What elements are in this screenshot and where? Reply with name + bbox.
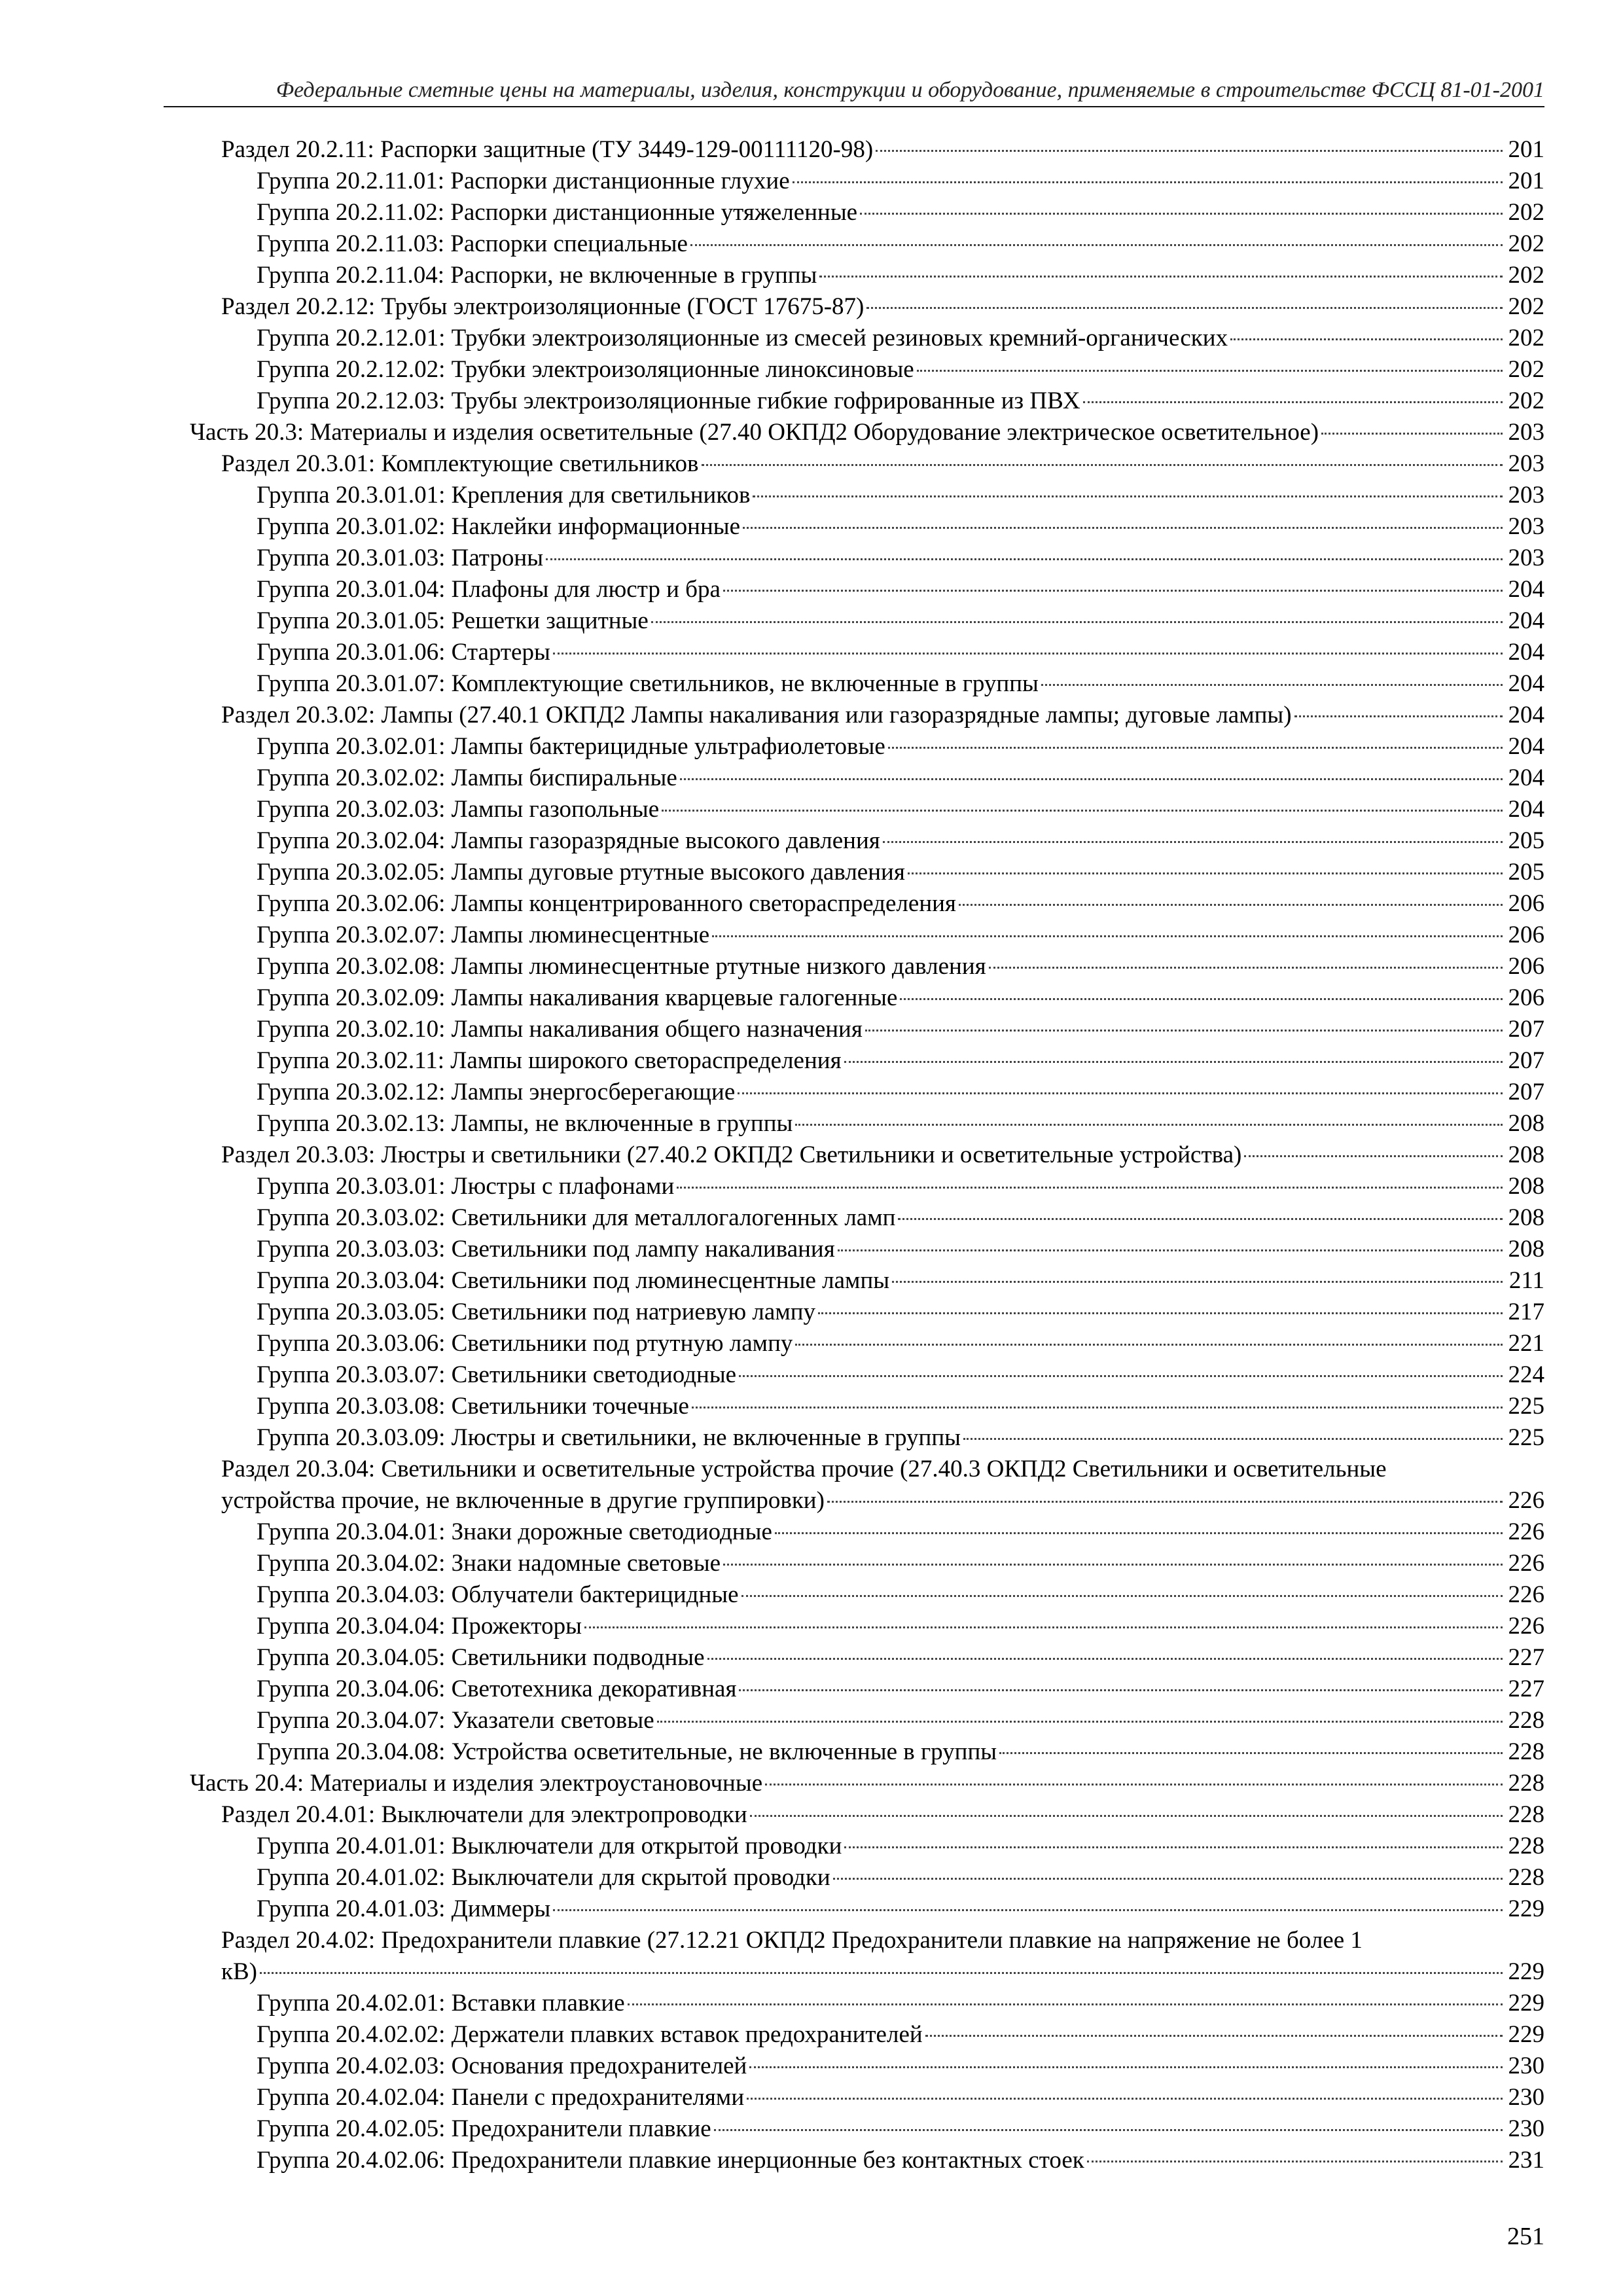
toc-entry[interactable]	[0, 1014, 1623, 1045]
dot-leader	[892, 1281, 1503, 1283]
dot-leader	[738, 1092, 1503, 1094]
toc-entry-page: 226	[1508, 1581, 1544, 1608]
toc-entry-page: 208	[1508, 1236, 1544, 1263]
dot-leader	[925, 2035, 1503, 2037]
toc-entry-title: Группа 20.3.01.05: Решетки защитные	[257, 607, 649, 634]
toc-entry-title: Группа 20.2.12.03: Трубы электроизоляционные гибкие гофрированные из ПВХ	[257, 387, 1080, 414]
dot-leader	[702, 464, 1503, 466]
dot-leader	[1244, 1155, 1503, 1157]
toc-entry-title: Группа 20.4.02.02: Держатели плавких вставок предохранителей	[257, 2021, 923, 2048]
dot-leader	[908, 872, 1503, 874]
toc-entry-page: 204	[1508, 639, 1544, 666]
toc-entry[interactable]	[0, 197, 1623, 228]
toc-entry-page: 204	[1508, 796, 1544, 823]
dot-leader	[888, 747, 1503, 749]
toc-entry-title: Группа 20.3.04.07: Указатели световые	[257, 1707, 654, 1734]
dot-leader	[662, 810, 1503, 812]
toc-entry-page: 201	[1508, 136, 1544, 163]
dot-leader	[989, 967, 1503, 969]
dot-leader	[584, 1626, 1503, 1628]
toc-entry[interactable]	[0, 1422, 1623, 1454]
dot-leader	[963, 1438, 1503, 1440]
toc-entry[interactable]	[0, 1579, 1623, 1611]
toc-entry[interactable]	[0, 1297, 1623, 1328]
toc-entry-title: Группа 20.4.02.06: Предохранители плавкие инерционные без контактных стоек	[257, 2147, 1084, 2174]
dot-leader	[876, 150, 1503, 152]
toc-entry-page: 202	[1508, 293, 1544, 320]
running-header: Федеральные сметные цены на материалы, изделия, конструкции и оборудование, применяемые в строительстве ФССЦ 81-01-2001	[276, 78, 1544, 102]
toc-entry-title: Группа 20.3.01.07: Комплектующие светильников, не включенные в группы	[257, 670, 1039, 697]
toc-entry[interactable]	[0, 1988, 1623, 2019]
toc-entry[interactable]	[0, 857, 1623, 888]
dot-leader	[900, 998, 1503, 1000]
toc-entry-page: 228	[1508, 1864, 1544, 1891]
dot-leader	[838, 1249, 1503, 1251]
toc-entry-title: Группа 20.2.12.01: Трубки электроизоляционные из смесей резиновых кремний-органических	[257, 325, 1228, 351]
toc-entry[interactable]	[0, 1202, 1623, 1234]
toc-entry-page: 208	[1508, 1173, 1544, 1200]
toc-entry-page: 206	[1508, 890, 1544, 917]
toc-entry[interactable]	[0, 2082, 1623, 2113]
toc-entry[interactable]	[0, 794, 1623, 825]
toc-entry-title: Группа 20.3.03.07: Светильники светодиодные	[257, 1361, 737, 1388]
toc-entry-page: 229	[1508, 1958, 1544, 1985]
toc-entry-title-continued: кВ)	[221, 1958, 257, 1985]
toc-entry[interactable]	[0, 417, 1623, 448]
toc-entry-title: Группа 20.4.02.03: Основания предохранителей	[257, 2053, 747, 2079]
toc-entry-page: 202	[1508, 356, 1544, 383]
dot-leader	[712, 935, 1503, 937]
toc-entry-title: Группа 20.2.11.01: Распорки дистанционные глухие	[257, 168, 790, 194]
page-number: 251	[1507, 2223, 1544, 2250]
toc-entry-title: Группа 20.3.04.05: Светильники подводные	[257, 1644, 705, 1671]
toc-entry[interactable]	[0, 825, 1623, 857]
toc-entry[interactable]	[0, 166, 1623, 197]
dot-leader	[260, 1972, 1503, 1974]
toc-entry-page: 230	[1508, 2115, 1544, 2142]
dot-leader	[1087, 2161, 1503, 2162]
dot-leader	[844, 1061, 1503, 1063]
toc-entry-title: Группа 20.3.02.12: Лампы энергосберегающие	[257, 1079, 736, 1105]
toc-entry[interactable]	[0, 1642, 1623, 1674]
toc-entry[interactable]	[0, 1391, 1623, 1422]
toc-entry[interactable]	[0, 228, 1623, 260]
toc-entry[interactable]	[0, 888, 1623, 920]
dot-leader	[677, 1187, 1503, 1189]
toc-entry-page: 226	[1508, 1550, 1544, 1577]
toc-entry-title: Раздел 20.3.03: Люстры и светильники (27.40.2 ОКПД2 Светильники и осветительные устройства)	[221, 1141, 1242, 1168]
toc-entry[interactable]	[0, 1736, 1623, 1768]
toc-entry-title: Раздел 20.2.11: Распорки защитные (ТУ 3449-129-00111120-98)	[221, 136, 874, 163]
toc-entry-page: 203	[1508, 513, 1544, 540]
toc-entry-page: 229	[1508, 1990, 1544, 2017]
toc-entry[interactable]	[0, 448, 1623, 480]
toc-entry-title: Раздел 20.3.02: Лампы (27.40.1 ОКПД2 Лампы накаливания или газоразрядные лампы; дуговые лампы)	[221, 702, 1292, 728]
toc-entry[interactable]	[0, 1328, 1623, 1359]
dot-leader	[999, 1752, 1503, 1754]
toc-entry-title: Группа 20.3.02.10: Лампы накаливания общего назначения	[257, 1016, 863, 1043]
dot-leader	[898, 1218, 1503, 1220]
dot-leader	[680, 778, 1503, 780]
toc-entry-title: Часть 20.4: Материалы и изделия электроустановочные	[190, 1770, 763, 1797]
toc-entry-title: Группа 20.3.02.13: Лампы, не включенные в группы	[257, 1110, 793, 1137]
toc-entry[interactable]	[0, 1454, 1623, 1516]
toc-entry-page: 203	[1508, 482, 1544, 509]
toc-entry[interactable]	[0, 951, 1623, 982]
toc-entry-page: 225	[1508, 1393, 1544, 1420]
toc-entry-title: Группа 20.3.03.06: Светильники под ртутную лампу	[257, 1330, 793, 1357]
toc-entry-page: 228	[1508, 1833, 1544, 1859]
toc-entry-title: Раздел 20.4.01: Выключатели для электропроводки	[221, 1801, 747, 1828]
toc-entry-page: 208	[1508, 1204, 1544, 1231]
toc-entry[interactable]	[0, 1862, 1623, 1893]
dot-leader	[553, 653, 1503, 655]
toc-entry-page: 202	[1508, 387, 1544, 414]
toc-entry-title: Группа 20.3.02.05: Лампы дуговые ртутные высокого давления	[257, 859, 905, 886]
dot-leader	[917, 370, 1503, 372]
toc-entry-page: 206	[1508, 922, 1544, 948]
dot-leader	[1230, 338, 1503, 340]
dot-leader	[741, 1595, 1503, 1597]
toc-entry[interactable]	[0, 511, 1623, 543]
toc-entry-title: Группа 20.3.02.02: Лампы биспиральные	[257, 764, 677, 791]
dot-leader	[657, 1721, 1503, 1723]
toc-entry-page: 202	[1508, 230, 1544, 257]
toc-entry-title: Группа 20.3.04.08: Устройства осветительные, не включенные в группы	[257, 1738, 997, 1765]
toc-entry[interactable]	[0, 386, 1623, 417]
dot-leader	[818, 1312, 1503, 1314]
toc-entry-page: 202	[1508, 325, 1544, 351]
toc-entry[interactable]	[0, 1674, 1623, 1705]
toc-entry-title: Группа 20.2.11.04: Распорки, не включенные в группы	[257, 262, 817, 289]
toc-entry[interactable]	[0, 1925, 1623, 1988]
toc-entry-title: Раздел 20.2.12: Трубы электроизоляционные (ГОСТ 17675-87)	[221, 293, 865, 320]
toc-entry-page: 204	[1508, 702, 1544, 728]
toc-entry-page: 221	[1508, 1330, 1544, 1357]
toc-entry[interactable]	[0, 2019, 1623, 2051]
toc-entry-title: Группа 20.3.01.01: Крепления для светильников	[257, 482, 751, 509]
dot-leader	[714, 2129, 1503, 2131]
toc-entry-title: Раздел 20.3.04: Светильники и осветительные устройства прочие (27.40.3 ОКПД2 Светильники и осветительные	[221, 1456, 1387, 1482]
toc-entry[interactable]	[0, 574, 1623, 605]
toc-entry-page: 230	[1508, 2084, 1544, 2111]
toc-entry-page: 203	[1508, 450, 1544, 477]
toc-entry-title: Часть 20.3: Материалы и изделия осветительные (27.40 ОКПД2 Оборудование электрическое осветительное)	[190, 419, 1319, 446]
toc-entry-page: 202	[1508, 262, 1544, 289]
toc-entry-title: Группа 20.3.03.03: Светильники под лампу накаливания	[257, 1236, 835, 1263]
toc-entry[interactable]	[0, 2113, 1623, 2145]
toc-entry-continuation	[221, 1956, 1544, 1988]
dot-leader	[765, 1784, 1503, 1785]
dot-leader	[753, 495, 1503, 497]
toc-entry-title: Группа 20.3.04.01: Знаки дорожные светодиодные	[257, 1518, 772, 1545]
toc-entry-page: 201	[1508, 168, 1544, 194]
toc-entry-page: 204	[1508, 607, 1544, 634]
toc-entry-title: Группа 20.4.01.03: Диммеры	[257, 1895, 551, 1922]
toc-entry-page: 230	[1508, 2053, 1544, 2079]
toc-entry[interactable]	[0, 1768, 1623, 1799]
toc-entry[interactable]	[0, 1831, 1623, 1862]
dot-leader	[1294, 715, 1503, 717]
toc-entry[interactable]	[0, 134, 1623, 166]
toc-entry-page: 228	[1508, 1801, 1544, 1828]
toc-entry-page: 224	[1508, 1361, 1544, 1388]
toc-entry[interactable]	[0, 1045, 1623, 1077]
toc-entry-title: Группа 20.3.01.06: Стартеры	[257, 639, 550, 666]
toc-entry-title: Группа 20.3.02.08: Лампы люминесцентные ртутные низкого давления	[257, 953, 986, 980]
toc-entry-page: 203	[1508, 419, 1544, 446]
dot-leader	[860, 213, 1503, 215]
toc-entry-title: Группа 20.3.04.06: Светотехника декоративная	[257, 1676, 737, 1702]
toc-entry-page: 205	[1508, 859, 1544, 886]
toc-entry[interactable]	[0, 1108, 1623, 1139]
toc-entry-page: 226	[1508, 1487, 1544, 1514]
table-of-contents	[0, 134, 1623, 2176]
toc-entry[interactable]	[0, 1359, 1623, 1391]
dot-leader	[1041, 684, 1503, 686]
toc-entry[interactable]	[0, 2051, 1623, 2082]
toc-entry-title: Группа 20.3.02.03: Лампы газопольные	[257, 796, 660, 823]
toc-entry-title: Группа 20.3.04.02: Знаки надомные световые	[257, 1550, 721, 1577]
toc-entry-page: 207	[1508, 1016, 1544, 1043]
dot-leader	[692, 1407, 1503, 1408]
toc-entry[interactable]	[0, 1139, 1623, 1171]
toc-entry-title: Группа 20.3.04.03: Облучатели бактерицидные	[257, 1581, 739, 1608]
toc-entry[interactable]	[0, 1171, 1623, 1202]
dot-leader	[1083, 401, 1503, 403]
toc-entry-page: 207	[1508, 1047, 1544, 1074]
toc-entry-title: Группа 20.3.03.09: Люстры и светильники, не включенные в группы	[257, 1424, 961, 1451]
toc-entry-title: Группа 20.3.01.03: Патроны	[257, 545, 544, 571]
toc-entry-title: Группа 20.3.03.04: Светильники под люминесцентные лампы	[257, 1267, 890, 1294]
dot-leader	[750, 1815, 1503, 1817]
toc-entry-page: 202	[1508, 199, 1544, 226]
toc-entry[interactable]	[0, 637, 1623, 668]
toc-entry-page: 204	[1508, 733, 1544, 760]
toc-entry-page: 208	[1508, 1141, 1544, 1168]
toc-entry-page: 228	[1508, 1738, 1544, 1765]
toc-entry[interactable]	[0, 982, 1623, 1014]
dot-leader	[833, 1878, 1503, 1880]
toc-entry[interactable]	[0, 668, 1623, 700]
dot-leader	[1321, 433, 1503, 435]
dot-leader	[819, 276, 1503, 278]
toc-entry-title: Группа 20.4.01.01: Выключатели для открытой проводки	[257, 1833, 842, 1859]
toc-entry[interactable]	[0, 1893, 1623, 1925]
dot-leader	[743, 527, 1503, 529]
toc-entry-page: 207	[1508, 1079, 1544, 1105]
toc-entry-title: Группа 20.2.12.02: Трубки электроизоляционные линоксиновые	[257, 356, 914, 383]
toc-entry-page: 229	[1508, 1895, 1544, 1922]
toc-entry-continuation	[221, 1485, 1544, 1516]
toc-entry[interactable]	[0, 291, 1623, 323]
toc-entry-page: 205	[1508, 827, 1544, 854]
toc-entry[interactable]	[0, 543, 1623, 574]
toc-entry-page: 225	[1508, 1424, 1544, 1451]
dot-leader	[795, 1344, 1503, 1346]
toc-entry[interactable]	[0, 260, 1623, 291]
dot-leader	[827, 1501, 1503, 1503]
toc-entry-page: 228	[1508, 1707, 1544, 1734]
toc-entry-title: Группа 20.3.03.02: Светильники для металлогалогенных ламп	[257, 1204, 896, 1231]
toc-entry-title: Группа 20.3.02.07: Лампы люминесцентные	[257, 922, 710, 948]
toc-entry-title: Группа 20.4.02.01: Вставки плавкие	[257, 1990, 625, 2017]
toc-entry-title: Группа 20.3.01.02: Наклейки информационные	[257, 513, 741, 540]
toc-entry-page: 226	[1508, 1613, 1544, 1640]
toc-entry[interactable]	[0, 323, 1623, 354]
dot-leader	[690, 244, 1503, 246]
toc-entry-page: 203	[1508, 545, 1544, 571]
dot-leader	[959, 904, 1503, 906]
toc-entry-title: Группа 20.3.02.06: Лампы концентрированного светораспределения	[257, 890, 956, 917]
toc-entry-page: 227	[1508, 1644, 1544, 1671]
toc-entry-title: Группа 20.4.01.02: Выключатели для скрытой проводки	[257, 1864, 830, 1891]
toc-entry-page: 206	[1508, 984, 1544, 1011]
dot-leader	[793, 181, 1503, 183]
toc-entry-page: 204	[1508, 576, 1544, 603]
toc-entry[interactable]	[0, 920, 1623, 951]
toc-entry-title: Раздел 20.3.01: Комплектующие светильников	[221, 450, 699, 477]
dot-leader	[707, 1658, 1503, 1660]
dot-leader	[749, 2066, 1503, 2068]
toc-entry-title-continued: устройства прочие, не включенные в другие группировки)	[221, 1487, 825, 1514]
toc-entry[interactable]	[0, 1234, 1623, 1265]
toc-entry[interactable]	[0, 1548, 1623, 1579]
toc-entry-page: 204	[1508, 670, 1544, 697]
dot-leader	[747, 2098, 1503, 2100]
dot-leader	[723, 590, 1503, 592]
toc-entry-page: 226	[1508, 1518, 1544, 1545]
toc-entry-title: Группа 20.3.03.08: Светильники точечные	[257, 1393, 689, 1420]
toc-entry[interactable]	[0, 1516, 1623, 1548]
dot-leader	[795, 1124, 1503, 1126]
toc-entry-title: Группа 20.3.01.04: Плафоны для люстр и бра	[257, 576, 721, 603]
toc-entry[interactable]	[0, 2145, 1623, 2176]
toc-entry-page: 208	[1508, 1110, 1544, 1137]
toc-entry[interactable]	[0, 1265, 1623, 1297]
toc-entry[interactable]	[0, 762, 1623, 794]
toc-entry[interactable]	[0, 605, 1623, 637]
dot-leader	[865, 1030, 1503, 1031]
toc-entry-page: 229	[1508, 2021, 1544, 2048]
toc-entry[interactable]	[0, 1611, 1623, 1642]
toc-entry[interactable]	[0, 354, 1623, 386]
toc-entry-page: 231	[1508, 2147, 1544, 2174]
dot-leader	[866, 307, 1503, 309]
dot-leader	[844, 1846, 1503, 1848]
toc-entry[interactable]	[0, 480, 1623, 511]
toc-entry[interactable]	[0, 1705, 1623, 1736]
dot-leader	[553, 1909, 1503, 1911]
dot-leader	[723, 1564, 1503, 1566]
dot-leader	[775, 1532, 1503, 1534]
toc-entry-page: 211	[1508, 1267, 1544, 1294]
dot-leader	[628, 2003, 1503, 2005]
dot-leader	[546, 558, 1503, 560]
toc-entry-title: Группа 20.3.03.01: Люстры с плафонами	[257, 1173, 675, 1200]
dot-leader	[651, 621, 1503, 623]
toc-entry[interactable]	[0, 731, 1623, 762]
toc-entry-title: Группа 20.3.02.04: Лампы газоразрядные высокого давления	[257, 827, 880, 854]
toc-entry-title: Группа 20.3.04.04: Прожекторы	[257, 1613, 582, 1640]
dot-leader	[739, 1689, 1503, 1691]
toc-entry-title: Группа 20.4.02.05: Предохранители плавкие	[257, 2115, 711, 2142]
toc-entry-title: Раздел 20.4.02: Предохранители плавкие (27.12.21 ОКПД2 Предохранители плавкие на напряжение не более 1	[221, 1927, 1363, 1954]
dot-leader	[739, 1375, 1503, 1377]
toc-entry[interactable]	[0, 1799, 1623, 1831]
toc-entry-title: Группа 20.3.02.01: Лампы бактерицидные ультрафиолетовые	[257, 733, 885, 760]
toc-entry-title: Группа 20.3.03.05: Светильники под натриевую лампу	[257, 1299, 816, 1325]
toc-entry[interactable]	[0, 700, 1623, 731]
dot-leader	[883, 841, 1503, 843]
header-rule	[164, 106, 1544, 107]
toc-entry-page: 206	[1508, 953, 1544, 980]
toc-entry-title: Группа 20.3.02.09: Лампы накаливания кварцевые галогенные	[257, 984, 898, 1011]
toc-entry-title: Группа 20.3.02.11: Лампы широкого светораспределения	[257, 1047, 842, 1074]
toc-entry-title: Группа 20.2.11.03: Распорки специальные	[257, 230, 688, 257]
toc-entry-page: 204	[1508, 764, 1544, 791]
toc-entry-page: 228	[1508, 1770, 1544, 1797]
toc-entry-page: 217	[1508, 1299, 1544, 1325]
toc-entry-title: Группа 20.4.02.04: Панели с предохранителями	[257, 2084, 745, 2111]
toc-entry-title: Группа 20.2.11.02: Распорки дистанционные утяжеленные	[257, 199, 858, 226]
toc-entry-page: 227	[1508, 1676, 1544, 1702]
toc-entry[interactable]	[0, 1077, 1623, 1108]
